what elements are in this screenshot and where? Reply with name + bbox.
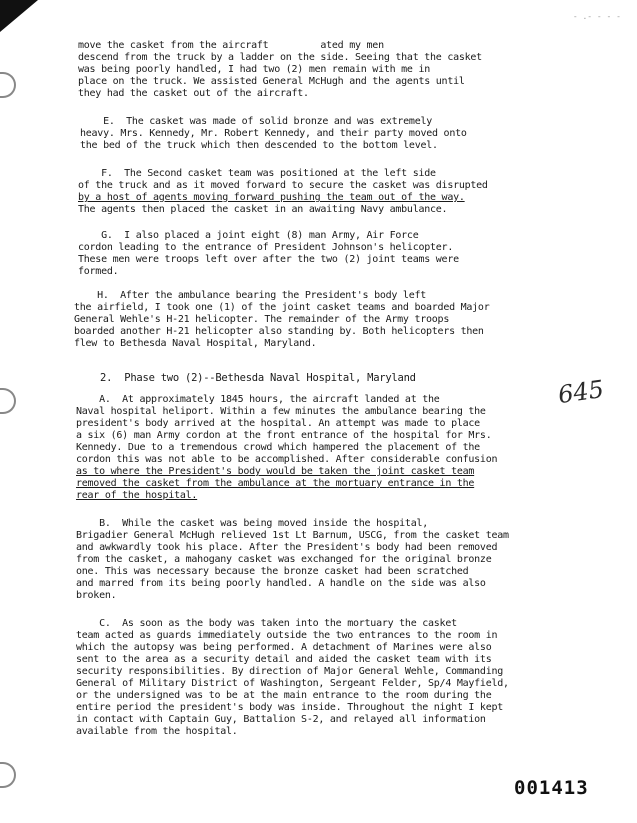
paragraph-h-line: the airfield, I took one (1) of the joint casket teams and boarded Major [74,302,490,313]
paragraph-h-line: flew to Bethesda Naval Hospital, Maryland. [74,338,317,349]
paragraph-c-line: available from the hospital. [76,726,238,737]
scan-mark: - .- - - - [572,12,621,21]
paragraph-a-line: removed the casket from the ambulance at the mortuary entrance in the [76,478,475,489]
paragraph-b-line: and marred from its being poorly handled. A handle on the side was also [76,578,486,589]
paragraph-f-line: of the truck and as it moved forward to secure the casket was disrupted [78,180,488,191]
paragraph-h-line: boarded another H-21 helicopter also standing by. Both helicopters then [74,326,484,337]
paragraph-a-line: as to where the President's body would be taken the joint casket team [76,466,475,477]
paragraph-a-line: Naval hospital heliport. Within a few minutes the ambulance bearing the [76,406,486,417]
paragraph-a-line: president's body arrived at the hospital. An attempt was made to place [76,418,480,429]
paragraph-b-line: from the casket, a mahogany casket was exchanged for the original bronze [76,554,492,565]
paragraph-c-line: in contact with Captain Guy, Battalion S-2, and relayed all information [76,714,486,725]
paragraph-a-line: cordon this was not able to be accomplished. After considerable confusion [76,454,498,465]
binding-hole-mark [0,388,16,414]
binding-hole-mark [0,762,16,788]
paragraph-h-line: H. After the ambulance bearing the President's body left [74,290,427,301]
paragraph-a-line: rear of the hospital. [76,490,198,501]
scan-corner-mark [0,0,38,32]
document-number: 001413 [514,777,589,799]
paragraph-c-line: which the autopsy was being performed. A detachment of Marines were also [76,642,492,653]
paragraph-c-line: security responsibilities. By direction of Major General Wehle, Commanding [76,666,504,677]
paragraph-f-line: The agents then placed the casket in an awaiting Navy ambulance. [78,204,448,215]
paragraph-c-line: or the undersigned was to be at the main entrance to the room during the [76,690,492,701]
paragraph-g-line: G. I also placed a joint eight (8) man Army, Air Force [78,230,419,241]
text-line: move the casket from the aircraft ated my men [78,40,384,51]
paragraph-c-line: entire period the president's body was inside. Throughout the night I kept [76,702,504,713]
paragraph-h-line: General Wehle's H-21 helicopter. The remainder of the Army troops [74,314,450,325]
paragraph-c-line: sent to the area as a security detail and aided the casket team with its [76,654,492,665]
paragraph-b-line: one. This was necessary because the bronze casket had been scratched [76,566,469,577]
section-heading: 2. Phase two (2)--Bethesda Naval Hospital, Maryland [100,372,416,384]
paragraph-e-line: E. The casket was made of solid bronze and was extremely [80,116,433,127]
text-line: they had the casket out of the aircraft. [78,88,309,99]
text-line: descend from the truck by a ladder on the side. Seeing that the casket [78,52,482,63]
paragraph-g-line: These men were troops left over after the two (2) joint teams were [78,254,459,265]
text-line: was being poorly handled, I had two (2) men remain with me in [78,64,431,75]
handwritten-page-number: 645 [556,374,606,410]
paragraph-b-line: broken. [76,590,117,601]
paragraph-f-line: F. The Second casket team was positioned at the left side [78,168,436,179]
paragraph-c-line: team acted as guards immediately outside the two entrances to the room in [76,630,498,641]
paragraph-b-line: and awkwardly took his place. After the President's body had been removed [76,542,498,553]
paragraph-a-line: a six (6) man Army cordon at the front entrance of the hospital for Mrs. [76,430,492,441]
text-line: place on the truck. We assisted General McHugh and the agents until [78,76,465,87]
paragraph-a-line: A. At approximately 1845 hours, the aircraft landed at the [76,394,440,405]
paragraph-b-line: Brigadier General McHugh relieved 1st Lt Barnum, USCG, from the casket team [76,530,509,541]
binding-hole-mark [0,72,16,98]
paragraph-g-line: formed. [78,266,119,277]
paragraph-e-line: the bed of the truck which then descended to the bottom level. [80,140,438,151]
paragraph-c-line: General of Military District of Washington, Sergeant Felder, Sp/4 Mayfield, [76,678,509,689]
paragraph-g-line: cordon leading to the entrance of President Johnson's helicopter. [78,242,454,253]
paragraph-e-line: heavy. Mrs. Kennedy, Mr. Robert Kennedy, and their party moved onto [80,128,467,139]
paragraph-b-line: B. While the casket was being moved inside the hospital, [76,518,429,529]
paragraph-f-line: by a host of agents moving forward pushing the team out of the way. [78,192,465,203]
paragraph-c-line: C. As soon as the body was taken into the mortuary the casket [76,618,457,629]
paragraph-a-line: Kennedy. Due to a tremendous crowd which hampered the placement of the [76,442,480,453]
